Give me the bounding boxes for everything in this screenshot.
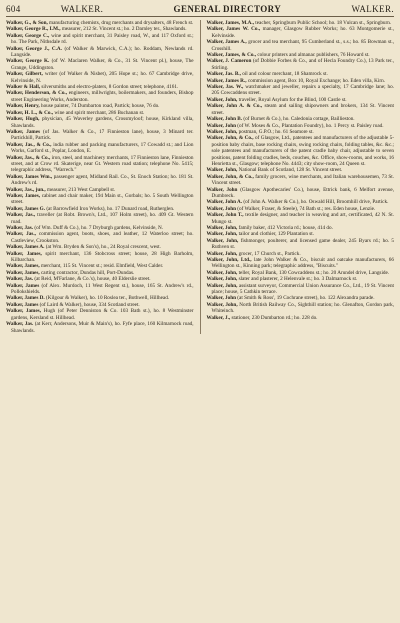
entry-text: slater and plasterer, 2 Helenvale st.; ho. 3 Dalmarnock st.	[238, 276, 358, 283]
entry-text: measurer, 212 St. Vincent st.; ho. 2 Darnley ter., Shawlands.	[61, 26, 187, 33]
entry-name: Walker, Hugh,	[6, 116, 40, 123]
column-divider	[200, 20, 201, 334]
entry-text: merchant, 115 St. Vincent st.; resid. Elmfield, West Calder.	[40, 263, 164, 270]
entry-text: family baker, 412 Victoria rd.; house, 414 do.	[238, 225, 333, 231]
directory-entry	[6, 212, 194, 225]
entry-text: grocer, 17 Church st., Partick.	[238, 250, 301, 257]
entry-name: Walker, James Wm.,	[6, 173, 53, 180]
entry-name: Walker, James A.	[6, 244, 45, 251]
directory-entry	[6, 129, 194, 142]
entry-name: Walker, John,	[206, 128, 238, 135]
entry-text: carting contractor, Dundas hill, Port-Dundas.	[40, 269, 135, 276]
entry-text: Hugh (of Peter Denniston & Co. 103 Bath st.), ho. 8 Westminster gardens, Kersland st. Hillhead.	[11, 308, 194, 321]
entry-text: textile designer, and teacher in weaving and art, certificated, 42 N. St. Mungo st.	[211, 212, 395, 225]
entry-name: Walker, James,	[6, 192, 41, 199]
entry-name: Walker, Jas. W.,	[206, 84, 244, 91]
directory-entry	[6, 33, 194, 46]
entry-name: Walker, John,	[206, 96, 238, 103]
entry-name: Walker, George R., LM.,	[6, 26, 61, 33]
entry-name: Walker, Jas., & Co.,	[6, 154, 51, 161]
entry-text: oil and colour merchant, 18 Shamrock st.	[242, 71, 328, 78]
entry-text: (Glasgow Apothecaries' Co.), house, Ettrick bank, 6 Melfort avenue, Dumbreck.	[211, 186, 395, 199]
entry-text: assistant surveyor, Commercial Union Assurance Co., Ltd., 19 St. Vincent place; house, 5 Cathkin terrace.	[211, 282, 394, 296]
entry-text: (at Wm. Bryden & Son's), ho., 24 Royal crescent, west.	[45, 244, 161, 251]
entry-text: (of Burnet & Co.), ho. Caledonia cottage, Baillieston.	[243, 116, 355, 123]
entry-text: manufacturing chemists, drug merchants and drysalters, 48 French st.	[49, 20, 194, 26]
directory-entry	[207, 103, 395, 116]
directory-entry	[207, 135, 395, 167]
entry-text: wine and spirit merchant, 31 Paisley road, W., and 117 Oxford st.; ho. The Park, Nithsdale rd.	[11, 32, 194, 46]
entry-text: teller, Royal Bank, 130 Cowcaddens st.; ho. 20 Arundel drive, Langside.	[238, 269, 390, 276]
entry-text: commission agent, boots, shoes, and leather, 12 Waterloo street; ho. Castleview, Crookston.	[11, 231, 194, 244]
entry-name: Walker, James W. Co.,	[206, 26, 261, 33]
entry-name: Walker, John,	[206, 276, 238, 283]
entry-name: Walker, James	[6, 301, 39, 308]
entry-name: Walker, James, M.A.,	[206, 20, 254, 26]
directory-entry	[6, 142, 194, 155]
entry-name: Walker, Henry,	[6, 103, 40, 110]
entry-name: Walker, John,	[206, 167, 238, 174]
entry-text: late John Walker & Co., biscuit and oatcake manufacturers, 66 Wellington st., Kinning park; telegraphic address, "Biscuits."	[211, 257, 394, 270]
entry-text: silversmiths and electro-platers, 8 Gordon street; telephone, 4161.	[41, 84, 179, 91]
entry-name: Walker, John,	[206, 231, 238, 238]
directory-entry	[207, 187, 395, 200]
header-left-word: WALKER.	[60, 4, 104, 14]
entry-text: (of W. Moses & Co., Plantation Foundry), ho. 1 Percy st. Paisley road.	[237, 122, 384, 129]
entry-name: Walker, John A. & Co.,	[206, 103, 263, 110]
entry-name: Walker, J. Cameron	[206, 58, 252, 65]
entry-name: Walker, G., & Son,	[6, 20, 48, 26]
directory-entry	[207, 257, 395, 270]
entry-name: Walker, John,	[206, 237, 239, 244]
entry-text: (of Walker, Fraser, & Steele), 74 Bath st.; res. Eden house, Lenzie.	[237, 205, 376, 212]
directory-entry	[6, 283, 194, 296]
entry-name: Walker, James, & Co.,	[206, 52, 257, 59]
entry-name: Walker, Jas.	[6, 276, 34, 283]
entry-text: (of Jas. Walker & Co., 17 Finnieston lane), house, 3 Minard ter. Partickhill, Partick.	[11, 128, 194, 142]
directory-entry	[207, 26, 395, 39]
entry-name: Walker, George J., C.A.	[6, 45, 62, 52]
entry-name: Walker, John	[206, 295, 236, 302]
entry-text: (of John A. Walker & Co.), ho. Oswald Hill, Broomhill drive, Partick.	[243, 199, 389, 206]
entry-name: Walker, George K.	[6, 58, 50, 65]
entry-text: stationer, 230 Dumbarton rd.; ho. 228 do.	[231, 314, 318, 321]
page-header	[6, 4, 394, 17]
entry-name: Walker, John,	[206, 301, 238, 308]
directory-entry	[207, 212, 395, 225]
entry-text: physician, 45 Waverley gardens, Crossmyloof; house, Kirkland villa, Shawlands.	[11, 116, 194, 129]
entry-text: house painter, 74 Dumbarton road, Partick; house, 76 do.	[40, 103, 160, 110]
directory-entry	[6, 58, 194, 71]
entry-text: passenger agent, Midland Rail. Co., St. Enoch Station; ho. 181 St. Andrew's rd.	[11, 173, 194, 187]
entry-text: traveller, Royal Asylum for the Blind, 100 Castle st.	[238, 96, 347, 103]
entry-name: Walker, John T.,	[206, 212, 244, 219]
entry-text: steam and sailing shipowners and brokers, 134 St. Vincent street.	[211, 103, 394, 116]
entry-name: Walker, James,	[6, 263, 40, 270]
directory-entry	[207, 283, 395, 296]
entry-text: grocer and tea merchant, 95 Cumberland st., s.s.; ho. 85 Bowman st., Crosshill.	[211, 39, 395, 52]
header-title: GENERAL DIRECTORY	[173, 4, 282, 14]
entry-text: spirit merchant, 136 Stobcross street; house, 28 High Barholm, Kilbarchan.	[11, 250, 194, 264]
entry-name: Walker, Jas. B.,	[206, 71, 241, 78]
entry-text: (of Dobbie Forbes & Co., and of Hecla Foundry Co.), 13 Park ter., Stirling.	[211, 58, 395, 71]
entry-text: tailor and clothier, 129 Plantation st.	[238, 231, 315, 238]
entry-text: measurer, 213 West Campbell st.	[47, 186, 116, 193]
directory-entry	[207, 39, 395, 52]
entry-name: Walker, John, & Co.,	[206, 135, 254, 142]
entry-text: (at Barrowfield Iron Works), ho. 17 Dunard road, Rutherglen.	[46, 205, 175, 212]
entry-name: Walker, Gilbert,	[6, 71, 43, 78]
entry-name: Walker, Jas.,	[6, 231, 36, 238]
entry-text: family grocers, wine merchants, and Italian warehousemen, 73 St. Vincent street.	[211, 173, 394, 187]
entry-text: iron, steel, and machinery merchants, 17 Finnieston lane, Finnieston street, and at Crow rd. Skaterige, near Gt. Western road station; telephone No. 5415; telegraphic address, "Warrech."	[11, 154, 194, 174]
directory-entry	[6, 231, 194, 244]
directory-entry	[6, 308, 194, 321]
entry-name: Walker, Jas.	[6, 225, 34, 231]
entry-name: Walker, James,	[6, 308, 41, 315]
entry-text: of Glasgow, Ltd., patentees and manufacturers of the adjustable 5-position baby chairs, base rocking chairs, swing rocking chairs, folding tables, &c. &c.; sole patentees and manufacturers of the patent cradle baby chair, adjustable to seven positions, patent folding cradles, beds, couches, &c. Office, show-rooms, and works, 16 Henrietta st., Glasgow; telephone No. 4443; city show-room, 24 Queen st.	[211, 135, 394, 167]
entry-name: Walker, James	[6, 128, 41, 135]
entry-name: Walker, James D.	[6, 295, 45, 302]
entry-name: Walker, Jas.,	[6, 212, 36, 219]
entry-name: Walker, James	[6, 282, 40, 289]
entry-text: (of Laird & Walker), house, 334 Scotland street.	[39, 301, 140, 308]
page-number: 604	[6, 4, 21, 14]
right-column	[207, 20, 395, 334]
entry-name: Walker, Jas., & Co.,	[6, 141, 52, 148]
entry-text: india rubber and packing manufacturers, 17 Cowadd st.; and Lion Works, Garford st., Poplar, London, E.	[11, 141, 194, 155]
directory-entry	[6, 71, 194, 84]
header-right-word: WALKER.	[351, 4, 394, 14]
entry-text: North British Railway Co., Sighthill station; ho. Glenafton, Gordon park, Whiteinch.	[211, 301, 395, 315]
entry-name: Walker & Hall,	[6, 84, 41, 91]
entry-name: Walker, John	[206, 186, 238, 193]
columns	[6, 20, 394, 334]
directory-entry	[207, 84, 395, 97]
entry-name: Walker, John, & Co.,	[206, 173, 254, 180]
entry-text: (of Wm. Duff & Co.), ho. 7 Dryburgh gardens, Kelvinside, N.	[34, 225, 164, 231]
directory-entry	[6, 90, 194, 103]
entry-text: (at Reid, M'Farlane, & Co.'s), house, 40 Elderslie street.	[34, 276, 151, 283]
entry-name: Walker, Jas.	[6, 321, 34, 328]
entry-text: commission agent, Box 10, Royal Exchange; ho. Eden villa, Kirn.	[247, 77, 385, 84]
entry-text: cabinet and chair maker, 194 Main st., Gorbals; ho. 5 South Wellington street.	[11, 192, 194, 206]
entry-text: traveller (at Robt. Brown's, Ltd., 107 Holm street), ho. 409 Gt. Western road.	[11, 212, 194, 225]
entry-name: Walker, Jas., jun.,	[6, 186, 46, 193]
entry-name: Walker, James A.,	[206, 39, 247, 46]
entry-name: Walker, George C.,	[6, 32, 50, 39]
entry-text: National Bank of Scotland, 128 St. Vincent street.	[238, 167, 343, 174]
entry-text: colour printers and almanac publishers, 76 Howard st.	[257, 52, 370, 59]
directory-entry	[207, 58, 395, 71]
entry-text: (Kilgour & Walker), ho. 10 Roslea ter., Bothwell, Hillhead.	[46, 295, 170, 302]
entry-name: Walker, J.,	[206, 314, 231, 321]
entry-name: Walker, John A.	[206, 199, 243, 206]
directory-entry	[6, 46, 194, 59]
directory-entry	[207, 315, 395, 321]
directory-entry	[6, 251, 194, 264]
directory-entry	[6, 116, 194, 129]
directory-entry	[6, 193, 194, 206]
entry-text: engineers, millwrights, boilermakers, and founders, Bishop street Engineering Works, Anderston.	[11, 90, 194, 103]
entry-text: (at Kerr, Andersons, Muir & Main's), ho. Fyfe place, 160 Kilmarnock road, Shawlands.	[11, 321, 194, 334]
entry-text: postman, G.P.O.; ho. 61 Seamore st.	[238, 128, 314, 135]
entry-name: Walker, John,	[206, 282, 238, 289]
directory-entry	[207, 238, 395, 251]
entry-name: Walker, James R.,	[206, 77, 247, 84]
entry-text: teacher, Springburn Public School; ho. 18 Vulcan st., Springburn.	[255, 20, 392, 26]
entry-text: (of Walker & Marwick, C.A.); ho. Roddam, Newlands rd. Langside.	[11, 45, 194, 59]
directory-entry	[6, 155, 194, 174]
left-column	[6, 20, 194, 334]
entry-text: (of W. Maclaren Walker, & Co., 31 St. Vincent pl.), house, The Grange, Uddingston.	[11, 58, 194, 71]
entry-name: Walker, John,	[206, 269, 238, 276]
entry-name: Walker, Henderson, & Co.,	[6, 90, 68, 97]
entry-name: Walker, James,	[6, 250, 42, 257]
directory-entry	[6, 174, 194, 187]
directory-entry	[207, 174, 395, 187]
entry-text: wine and spirit merchant, 286 Buchanan st.	[54, 109, 145, 116]
entry-name: Walker, John, Ltd.,	[206, 257, 252, 264]
entry-text: watchmaker and jeweller, repairs a specialty, 17 Cambridge lane; ho. 205 Cowcaddens street.	[211, 84, 395, 97]
entry-name: Walker, John,	[206, 250, 238, 257]
directory-entry	[6, 321, 194, 334]
entry-text: manager, Glasgow Rubber Works; ho. 63 Montgomerie st., Kelvinside.	[211, 26, 394, 39]
entry-name: Walker, John,	[206, 225, 238, 231]
entry-text: (at Smith & Ross', 19 Cochrane street), ho. 122 Alexandra parade.	[237, 295, 375, 302]
entry-name: Walker, John	[206, 122, 236, 129]
entry-name: Walker, James G.	[6, 205, 46, 212]
entry-name: Walker, James,	[6, 269, 40, 276]
entry-text: fishmonger, poulterer, and licensed game dealer, 245 Byars rd.; ho. 5 Ruthven st.	[211, 237, 395, 251]
entry-text: writer (of Walker & Nisbet), 205 Hope st.; ho. 67 Cambridge drive, Kelvinside, N.	[11, 71, 194, 84]
entry-name: Walker, John B.	[206, 116, 243, 123]
directory-entry	[207, 302, 395, 315]
entry-text: (of Alex. Murdoch, 11 West Regent st.), house, 165 St. Andrew's rd., Pollokshields.	[11, 282, 194, 296]
entry-name: Walker, John	[206, 205, 236, 212]
entry-name: Walker, H. L., & Co.,	[6, 109, 54, 116]
